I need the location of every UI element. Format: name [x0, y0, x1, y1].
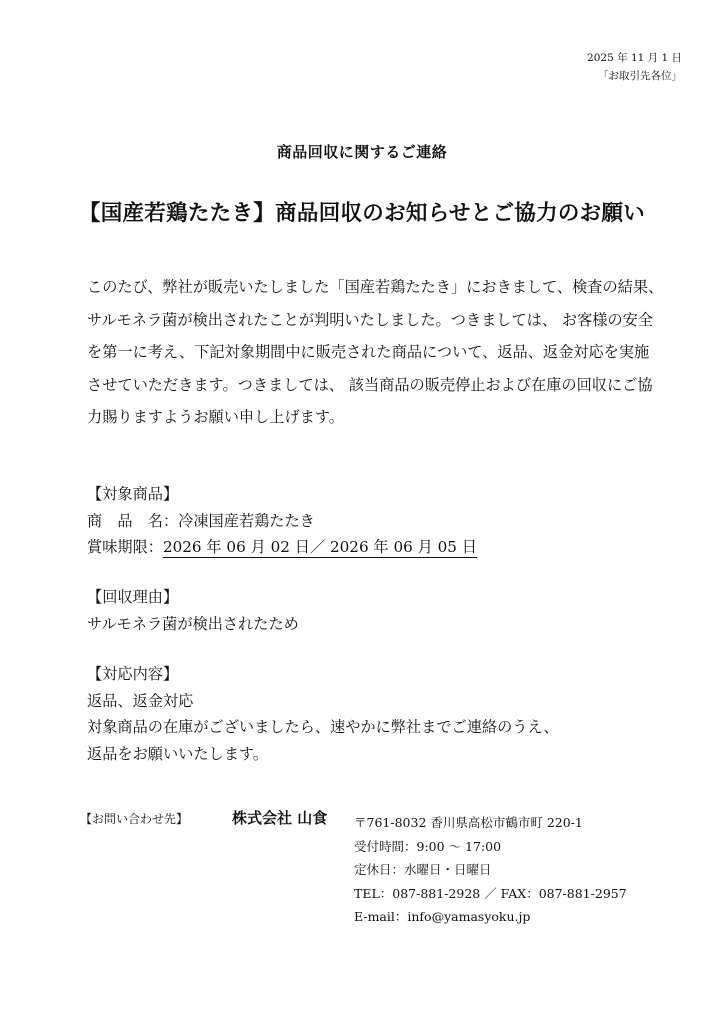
body-line: を第一に考え、下記対象期間中に販売された商品について、返品、返金対応を実施: [87, 343, 650, 361]
contact-heading: 【お問い合わせ先】: [80, 812, 189, 826]
product-name-row: [87, 508, 477, 535]
expiry-label: 賞味期限：: [87, 538, 163, 556]
expiry-value: 2026 年 06 月 02 日／ 2026 年 06 月 05 日: [162, 538, 477, 556]
target-product-heading: 【対象商品】: [87, 485, 179, 503]
issue-date: 2025 年 11 月 1 日: [587, 52, 682, 64]
recall-reason-text: サルモネラ菌が検出されたため: [87, 614, 299, 633]
response-heading: 【対応内容】: [87, 665, 179, 683]
email-address: E-mail：info@yamasyoku.jp: [354, 909, 531, 924]
business-hours: 受付時間：9:00 ～ 17:00: [354, 838, 502, 854]
body-paragraph: [87, 271, 664, 434]
product-name-label: 商 品 名：: [87, 511, 179, 530]
document-title: 商品回収に関するご連絡: [276, 143, 448, 161]
closed-days: 定休日：水曜日・日曜日: [354, 862, 492, 877]
addressee: 「お取引先各位」: [598, 70, 682, 82]
response-line: 返品、返金対応: [87, 691, 194, 710]
body-line: サルモネラ菌が検出されたことが判明いたしました。つきましては、 お客様の安全: [87, 310, 654, 329]
target-product-section: [87, 481, 477, 561]
body-line: させていただきます。つきましては、 該当商品の販売停止および在庫の回収にご協: [87, 375, 653, 394]
contact-details: [354, 811, 627, 929]
response-section: [87, 661, 559, 767]
recall-reason-section: [87, 584, 299, 637]
recall-reason-heading: 【回収理由】: [87, 588, 179, 606]
body-line: 力賜りますようお願い申し上げます。: [87, 408, 344, 426]
company-address: 〒761-8032 香川県高松市鶴市町 220-1: [354, 815, 583, 830]
phone-fax: TEL：087-881-2928 ／ FAX：087-881-2957: [354, 885, 627, 901]
company-name: 株式会社 山食: [232, 809, 328, 827]
expiry-row: [87, 534, 477, 561]
product-name-value: 冷凍国産若鶏たたき: [178, 511, 315, 530]
main-title: 【国産若鶏たたき】商品回収のお知らせとご協力のお願い: [78, 201, 646, 226]
response-line: 返品をお願いいたします。: [87, 744, 269, 763]
response-line: 対象商品の在庫がございましたら、速やかに弊社までご連絡のうえ、: [87, 718, 559, 736]
body-line: このたび、弊社が販売いたしました「国産若鶏たたき」におきまして、検査の結果、: [87, 278, 664, 296]
